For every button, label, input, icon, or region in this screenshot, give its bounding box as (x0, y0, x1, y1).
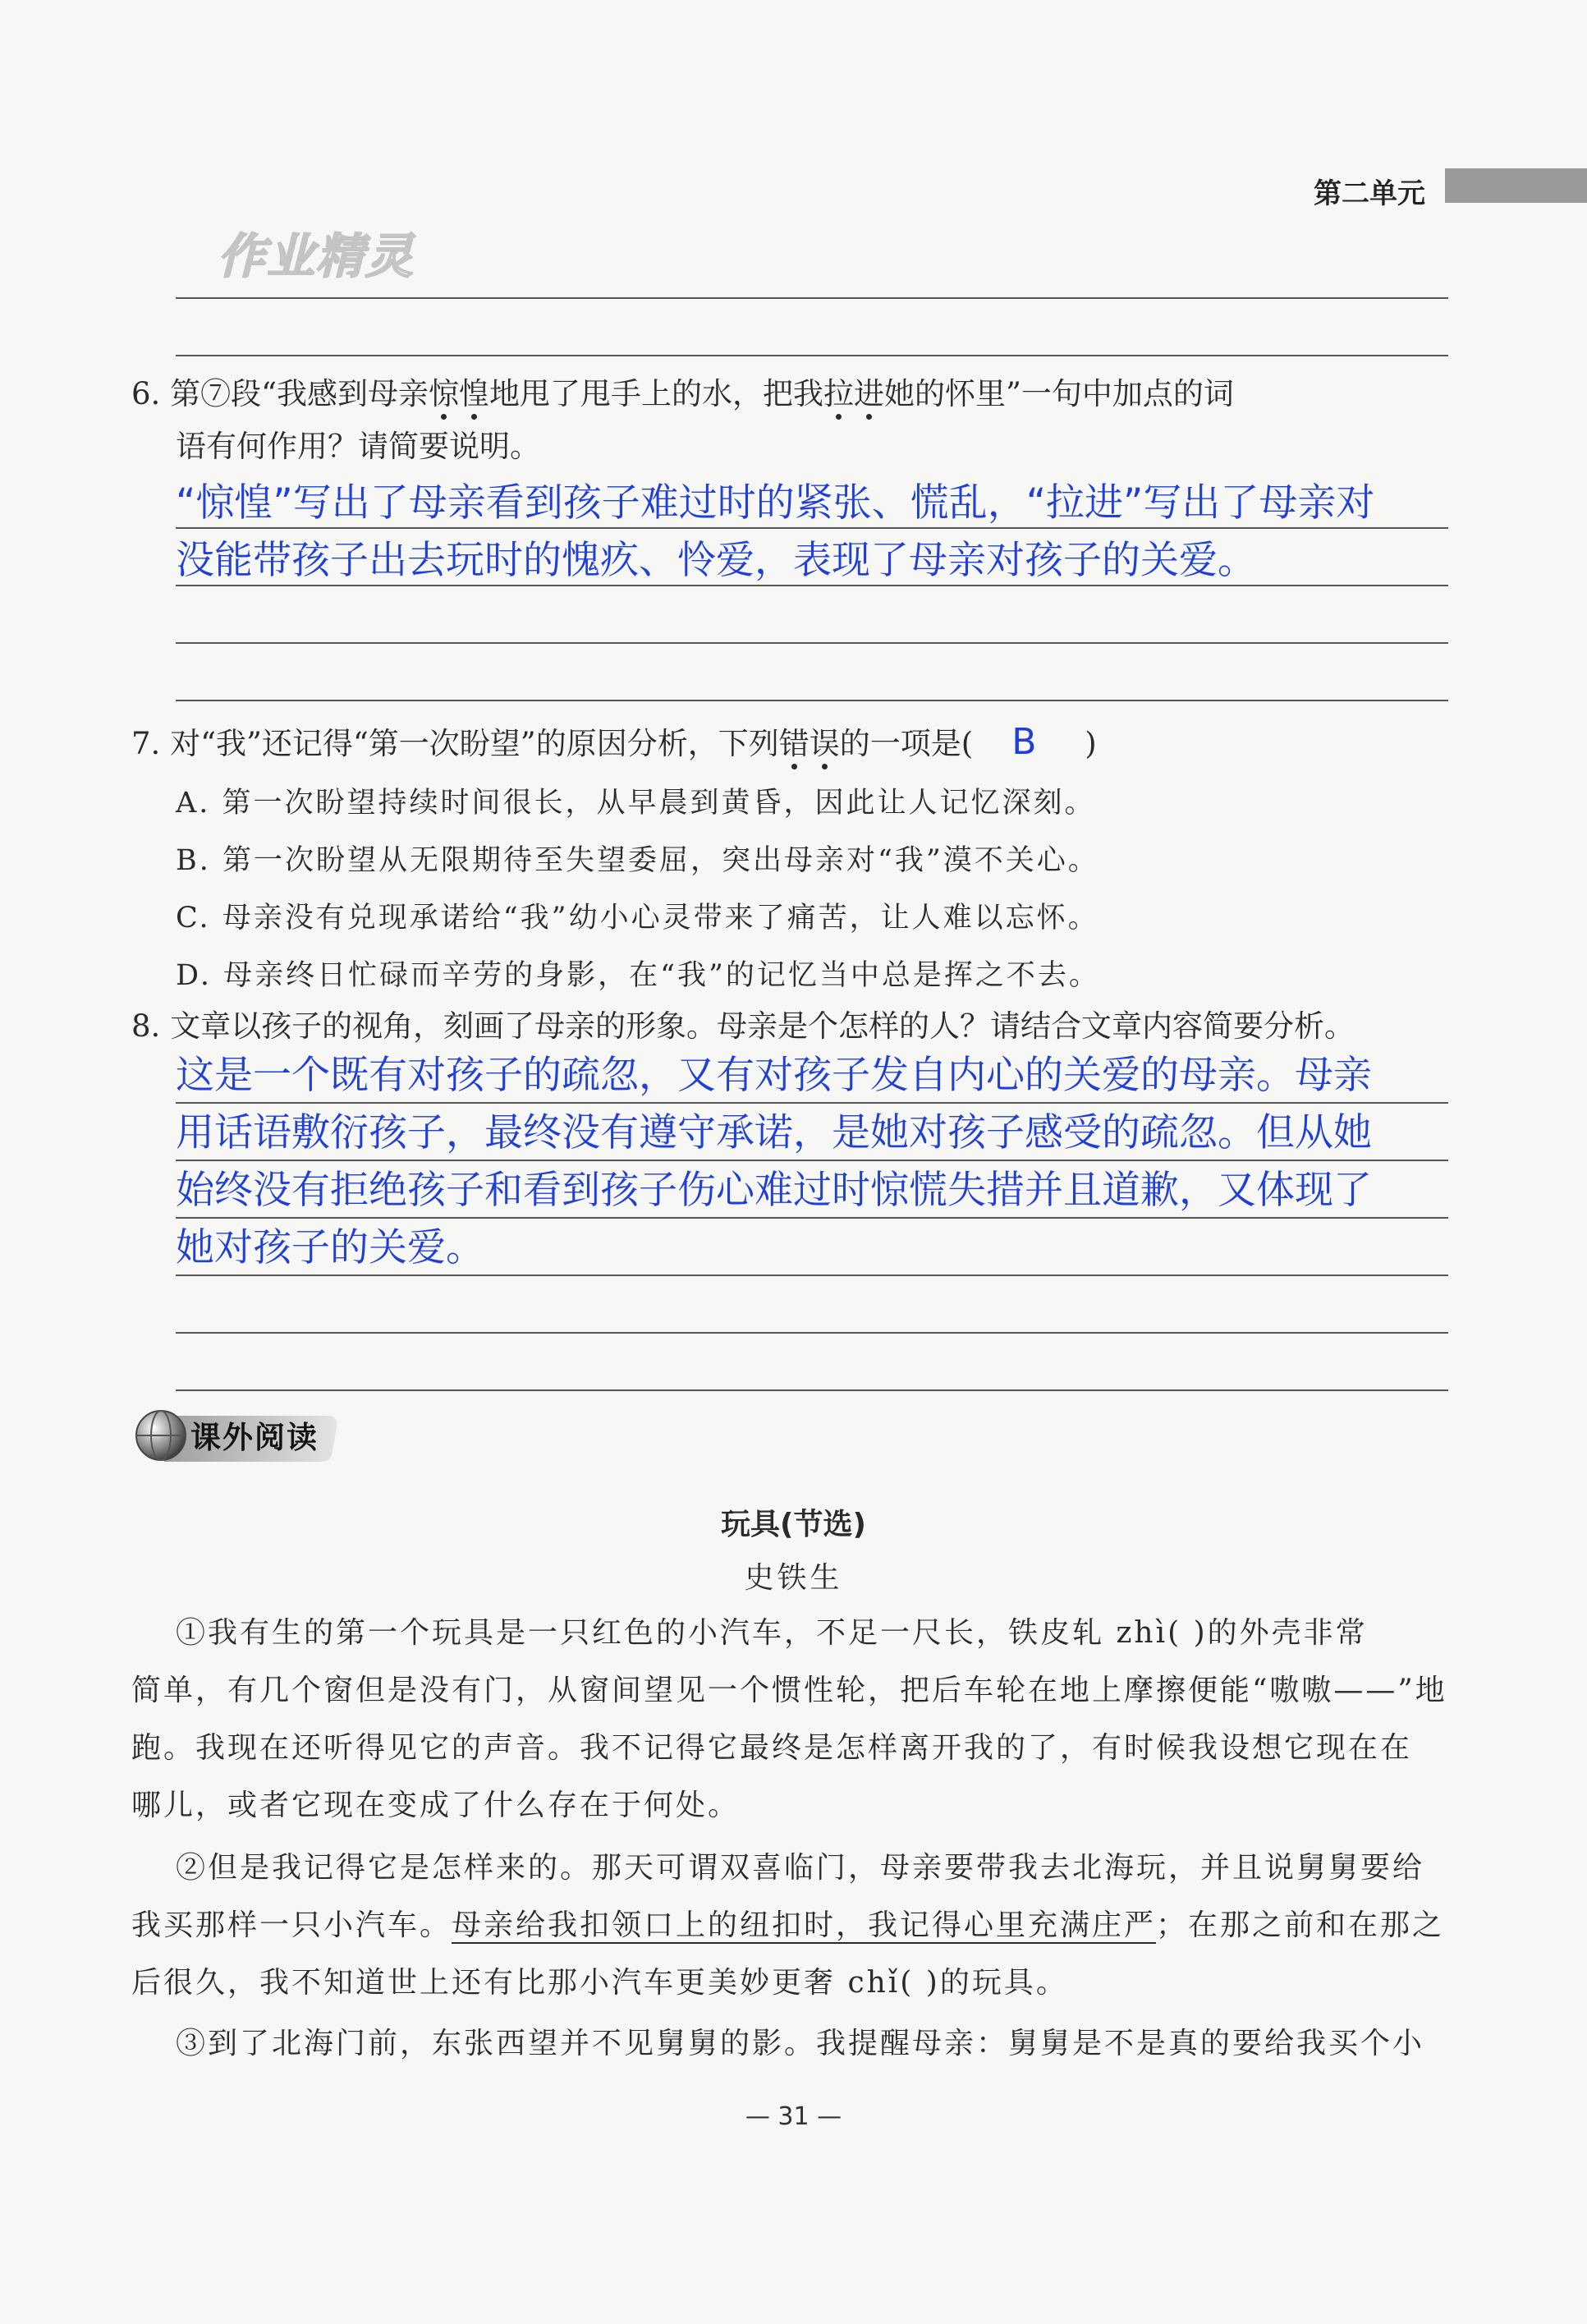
question-8-answer-line: 她对孩子的关爱。 (176, 1225, 484, 1270)
article-title: 玩具(节选) (721, 1508, 866, 1541)
option-b: B. 第一次盼望从无限期待至失望委屈，突出母亲对“我”漠不关心。 (176, 844, 1099, 877)
option-a: A. 第一次盼望持续时间很长，从早晨到黄昏，因此让人记忆深刻。 (176, 787, 1096, 820)
question-7-stem: 7. 对“我”还记得“第一次盼望”的原因分析，下列错误的一项是( B ) (131, 721, 1097, 763)
paragraph-line: 简单，有几个窗但是没有门，从窗间望见一个惯性轮，把后车轮在地上摩擦便能“嗷嗷——”地 (131, 1674, 1447, 1707)
paragraph-line: 哪儿，或者它现在变成了什么存在于何处。 (131, 1789, 741, 1822)
paragraph-line: 我买那样一只小汽车。母亲给我扣领口上的纽扣时，我记得心里充满庄严；在那之前和在那之 (131, 1908, 1445, 1942)
answer-line (176, 527, 1448, 529)
answer-line (176, 355, 1448, 356)
option-c: C. 母亲没有兑现承诺给“我”幼小心灵带来了痛苦，让人难以忘怀。 (176, 902, 1099, 935)
answer-line (176, 1275, 1448, 1276)
question-8-answer-line: 这是一个既有对孩子的疏忽，又有对孩子发自内心的关爱的母亲。母亲 (176, 1053, 1372, 1098)
section-badge (131, 1406, 345, 1467)
answer-line (176, 585, 1448, 586)
answer-line (176, 642, 1448, 644)
question-8-stem: 8. 文章以孩子的视角，刻画了母亲的形象。母亲是个怎样的人？请结合文章内容简要分析。 (131, 1008, 1355, 1044)
article-author: 史铁生 (744, 1561, 843, 1595)
question-6-stem: 6. 第⑦段“我感到母亲惊惶地甩了甩手上的水，把我拉进她的怀里”一句中加点的词 (131, 376, 1234, 411)
paragraph-line: 后很久，我不知道世上还有比那小汽车更美妙更奢 chǐ( )的玩具。 (131, 1966, 1068, 2000)
question-8-answer-line: 始终没有拒绝孩子和看到孩子伤心难过时惊慌失措并且道歉，又体现了 (176, 1168, 1372, 1213)
paragraph-line: 跑。我现在还听得见它的声音。我不记得它最终是怎样离开我的了，有时候我设想它现在在 (131, 1731, 1413, 1765)
unit-title: 第二单元 (1314, 177, 1425, 210)
answer-line (176, 297, 1448, 299)
underlined-sentence: 母亲给我扣领口上的纽扣时，我记得心里充满庄严 (452, 1908, 1157, 1942)
paragraph-line: ①我有生的第一个玩具是一只红色的小汽车，不足一尺长，铁皮轧 zhì( )的外壳非常 (176, 1616, 1368, 1650)
question-7-answer: B (1011, 721, 1037, 763)
paragraph-line: ③到了北海门前，东张西望并不见舅舅的影。我提醒母亲：舅舅是不是真的要给我买个小 (176, 2027, 1425, 2060)
answer-line (176, 1389, 1448, 1391)
question-8-answer-line: 用话语敷衍孩子，最终没有遵守承诺，是她对孩子感受的疏忽。但从她 (176, 1110, 1372, 1155)
watermark-logo: 作业精灵 (218, 228, 415, 284)
question-6-answer-line: “惊惶”写出了母亲看到孩子难过时的紧张、慌乱，“拉进”写出了母亲对 (176, 480, 1375, 526)
question-6-answer-line: 没能带孩子出去玩时的愧疚、怜爱，表现了母亲对孩子的关爱。 (176, 538, 1256, 583)
unit-header-bar (1445, 168, 1587, 203)
option-d: D. 母亲终日忙碌而辛劳的身影，在“我”的记忆当中总是挥之不去。 (176, 959, 1100, 992)
section-label: 课外阅读 (190, 1420, 319, 1455)
answer-line (176, 700, 1448, 701)
page-number: — 31 — (745, 2102, 842, 2131)
answer-line (176, 1332, 1448, 1334)
question-6-stem-line2: 语有何作用？请简要说明。 (176, 429, 540, 464)
paragraph-line: ②但是我记得它是怎样来的。那天可谓双喜临门，母亲要带我去北海玩，并且说舅舅要给 (176, 1851, 1425, 1885)
